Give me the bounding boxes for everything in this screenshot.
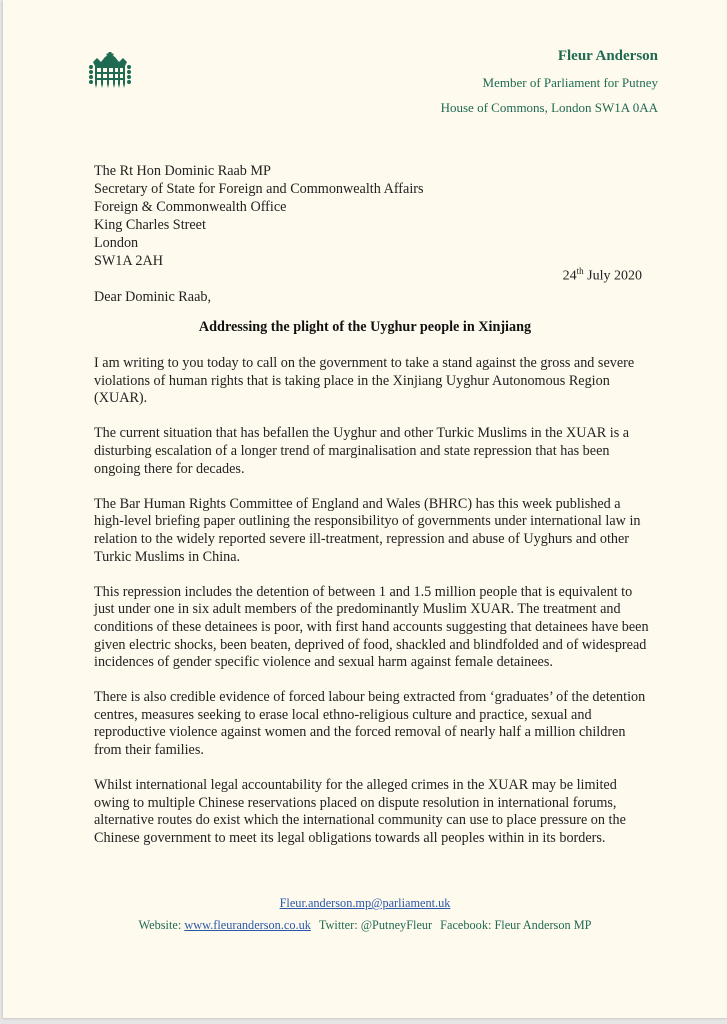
letter-body xyxy=(94,355,654,865)
letter-footer xyxy=(3,896,727,933)
letter-subject: Addressing the plight of the Uyghur people in Xinjiang xyxy=(198,319,532,335)
twitter-handle: Twitter: @PutneyFleur xyxy=(318,918,433,932)
facebook-page: Facebook: Fleur Anderson MP xyxy=(440,918,592,932)
recipient-line: The Rt Hon Dominic Raab MP xyxy=(94,163,271,179)
letter-date xyxy=(563,266,642,285)
body-paragraph: There is also credible evidence of forced labour being extracted from ‘graduates’ of the detention centres, measures seeking to erase local ethno-religious culture and practice, sexual and reproductive violence against women and the forced removal of nearly half a million children from their families. xyxy=(94,689,646,759)
mp-address: House of Commons, London SW1A 0AA xyxy=(440,100,658,115)
salutation: Dear Dominic Raab, xyxy=(94,289,212,305)
body-paragraph: Whilst international legal accountability for the alleged crimes in the XUAR may be limited owing to multiple Chinese reservations placed on dispute resolution in international forums, alternative routes do exist which the international community can use to place pressure on the Chinese government to meet its legal obligations towards all peoples within in its borders. xyxy=(94,777,626,847)
letter-page xyxy=(3,0,727,1018)
website-link[interactable]: www.fleuranderson.co.uk xyxy=(184,918,311,932)
recipient-line: Foreign & Commonwealth Office xyxy=(94,199,287,215)
date-day: 24 xyxy=(562,268,577,284)
letterhead xyxy=(441,46,658,118)
recipient-line: Secretary of State for Foreign and Commonwealth Affairs xyxy=(94,181,424,197)
recipient-line: SW1A 2AH xyxy=(94,253,163,269)
body-paragraph: The Bar Human Rights Committee of England and Wales (BHRC) has this week published a high-level briefing paper outlining the responsibilityo of governments under international law in relation to the widely reported severe ill-treatment, repression and abuse of Uyghurs and other Turkic Muslims in China. xyxy=(94,495,641,565)
date-rest: July 2020 xyxy=(583,268,642,284)
body-paragraph: This repression includes the detention of between 1 and 1.5 million people that is equivalent to just under one in six adult members of the predominantly Muslim XUAR. The treatment and conditions of these detainees is poor, with first hand accounts suggesting that detainees have been given electric shocks, been beaten, deprived of food, shackled and blindfolded and of widespread incidences of gender specific violence and sexual harm against female detainees. xyxy=(94,583,649,671)
website-label: Website: xyxy=(138,918,185,932)
date-suffix: th xyxy=(576,266,584,276)
body-paragraph: The current situation that has befallen the Uyghur and other Turkic Muslims in the XUAR is a disturbing escalation of a longer trend of marginalisation and state repression that has been ongoing there for decades. xyxy=(94,425,630,477)
mp-name: Fleur Anderson xyxy=(557,48,658,64)
recipient-line: King Charles Street xyxy=(94,217,206,233)
mp-role: Member of Parliament for Putney xyxy=(482,75,658,90)
email-link[interactable]: Fleur.anderson.mp@parliament.uk xyxy=(279,896,451,910)
recipient-line: London xyxy=(94,235,139,251)
recipient-address xyxy=(94,162,424,270)
portcullis-icon xyxy=(85,52,135,88)
body-paragraph: I am writing to you today to call on the government to take a stand against the gross and severe violations of human rights that is taking place in the Xinjiang Uyghur Autonomous Region (XUAR). xyxy=(94,355,635,407)
